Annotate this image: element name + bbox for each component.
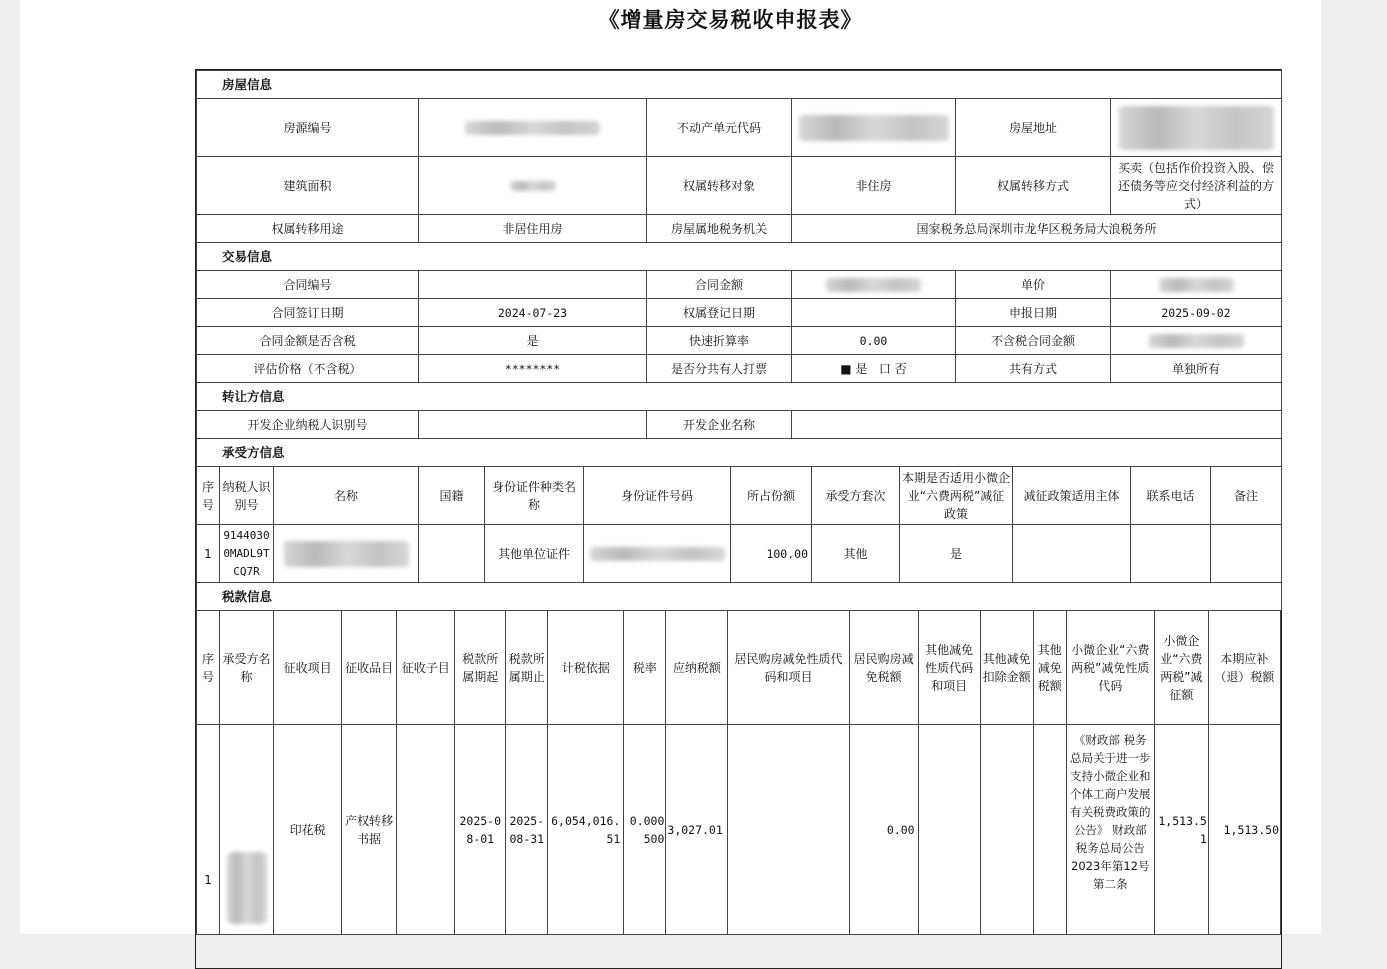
tax-payable: 3,027.01 [666, 725, 728, 935]
tax-header-other-relief: 其他减免税额 [1033, 611, 1066, 725]
excl-amount-value [1111, 327, 1282, 355]
declare-date-value: 2025-09-02 [1111, 299, 1282, 327]
transferee-relief-subject [1013, 525, 1131, 583]
transferee-header-seq: 序号 [197, 467, 220, 525]
transferee-share: 100.00 [731, 525, 812, 583]
source-no-value [419, 99, 647, 157]
transferee-header-relief-subject: 减征政策适用主体 [1013, 467, 1131, 525]
tax-header-rate: 税率 [624, 611, 666, 725]
tax-subitem: 产权转移书据 [342, 725, 397, 935]
tax-header-subitem: 征收品目 [342, 611, 397, 725]
tax-header-item: 征收项目 [274, 611, 342, 725]
sign-date-value: 2024-07-23 [419, 299, 647, 327]
section-tax-info: 税款信息 [197, 583, 1282, 611]
transfer-method-label: 权属转移方式 [956, 157, 1111, 215]
transferee-header-small-micro: 本期是否适用小微企业“六费两税”减征政策 [900, 467, 1013, 525]
tax-included-label: 合同金额是否含税 [197, 327, 419, 355]
transfer-object-label: 权属转移对象 [647, 157, 792, 215]
tax-header-small-micro-amount: 小微企业“六费两税”减征额 [1154, 611, 1208, 725]
transferee-remark [1211, 525, 1282, 583]
tax-item: 印花税 [274, 725, 342, 935]
tax-header-resident-relief: 居民购房减免税额 [849, 611, 918, 725]
tax-seq: 1 [197, 725, 220, 935]
split-options [792, 355, 956, 383]
tax-transferee-name [220, 725, 274, 935]
house-trade-table [196, 70, 1282, 467]
tax-rate: 0.000500 [624, 725, 666, 935]
register-date-value [792, 299, 956, 327]
excl-amount-label: 不含税合同金额 [956, 327, 1111, 355]
section-trade-info: 交易信息 [197, 243, 1282, 271]
transferee-id-type: 其他单位证件 [485, 525, 584, 583]
register-date-label: 权属登记日期 [647, 299, 792, 327]
transferee-header-remark: 备注 [1211, 467, 1282, 525]
transferee-id-no [584, 525, 731, 583]
tax-small-micro-code: 《财政部 税务总局关于进一步支持小微企业和个体工商户发展有关税费政策的公告》 财政部 税务总局公告2023年第12号 第二条 [1066, 725, 1154, 935]
tax-header-transferee: 承受方名称 [220, 611, 274, 725]
discount-rate-value: 0.00 [792, 327, 956, 355]
discount-rate-label: 快速折算率 [647, 327, 792, 355]
address-value [1111, 99, 1282, 157]
transfer-use-label: 权属转移用途 [197, 215, 419, 243]
tax-header-due: 本期应补（退）税额 [1208, 611, 1280, 725]
tax-other-deduct [980, 725, 1033, 935]
share-method-value: 单独所有 [1111, 355, 1282, 383]
split-no-checkbox: 口 否 [878, 361, 907, 376]
transferee-header-nationality: 国籍 [419, 467, 485, 525]
unit-price-value [1111, 271, 1282, 299]
sign-date-label: 合同签订日期 [197, 299, 419, 327]
transfer-object-value: 非住房 [792, 157, 956, 215]
transferee-small-micro: 是 [900, 525, 1013, 583]
transferor-name-value [792, 411, 1282, 439]
transferee-header-name: 名称 [274, 467, 419, 525]
tax-header-period-end: 税款所属期止 [506, 611, 548, 725]
unit-price-label: 单价 [956, 271, 1111, 299]
transferee-header-share: 所占份额 [731, 467, 812, 525]
document-page [20, 0, 1321, 934]
transferee-times: 其他 [812, 525, 900, 583]
contract-no-label: 合同编号 [197, 271, 419, 299]
tax-included-value: 是 [419, 327, 647, 355]
split-label: 是否分共有人打票 [647, 355, 792, 383]
transferee-header-times: 承受方套次 [812, 467, 900, 525]
section-transferor-info: 转让方信息 [197, 383, 1282, 411]
contract-amount-label: 合同金额 [647, 271, 792, 299]
transferor-name-label: 开发企业名称 [647, 411, 792, 439]
tax-header-resident-code: 居民购房减免性质代码和项目 [728, 611, 849, 725]
transferee-seq: 1 [197, 525, 220, 583]
tax-due: 1,513.50 [1208, 725, 1280, 935]
transferee-table [196, 466, 1282, 611]
transferee-taxid: 91440300MADL9TCQ7R [220, 525, 274, 583]
split-yes-checkbox: ■ 是 [840, 361, 868, 376]
transferee-header-id-no: 身份证件号码 [584, 467, 731, 525]
transferee-header-taxid: 纳税人识别号 [220, 467, 274, 525]
tax-subcategory [397, 725, 455, 935]
transfer-use-value: 非居住用房 [419, 215, 647, 243]
transferee-header-id-type: 身份证件种类名称 [485, 467, 584, 525]
area-label: 建筑面积 [197, 157, 419, 215]
section-house-info: 房屋信息 [197, 71, 1282, 99]
transferor-taxid-label: 开发企业纳税人识别号 [197, 411, 419, 439]
tax-resident-relief: 0.00 [849, 725, 918, 935]
address-label: 房屋地址 [956, 99, 1111, 157]
transferee-header-phone: 联系电话 [1131, 467, 1211, 525]
tax-header-other-code: 其他减免性质代码和项目 [918, 611, 980, 725]
form-title: 《增量房交易税收申报表》 [598, 7, 863, 32]
tax-header-small-micro-code: 小微企业“六费两税”减免性质代码 [1066, 611, 1154, 725]
assess-value: ******** [419, 355, 647, 383]
tax-office-label: 房屋属地税务机关 [647, 215, 792, 243]
transferor-taxid-value [419, 411, 647, 439]
tax-period-start: 2025-08-01 [455, 725, 506, 935]
transferee-phone [1131, 525, 1211, 583]
transfer-method-value: 买卖（包括作价投资入股、偿还债务等应交付经济利益的方式） [1111, 157, 1282, 215]
tax-other-relief [1033, 725, 1066, 935]
tax-header-subcategory: 征收子目 [397, 611, 455, 725]
tax-table [196, 610, 1281, 935]
table-row [197, 725, 1281, 935]
tax-other-code [918, 725, 980, 935]
assess-label: 评估价格（不含税） [197, 355, 419, 383]
declare-date-label: 申报日期 [956, 299, 1111, 327]
tax-header-basis: 计税依据 [548, 611, 624, 725]
contract-amount-value [792, 271, 956, 299]
tax-resident-code [728, 725, 849, 935]
unit-code-value [792, 99, 956, 157]
source-no-label: 房源编号 [197, 99, 419, 157]
tax-header-period-start: 税款所属期起 [455, 611, 506, 725]
area-value [419, 157, 647, 215]
transferee-name [274, 525, 419, 583]
contract-no-value [419, 271, 647, 299]
share-method-label: 共有方式 [956, 355, 1111, 383]
declaration-form [195, 69, 1282, 969]
section-transferee-info: 承受方信息 [197, 439, 1282, 467]
tax-office-value: 国家税务总局深圳市龙华区税务局大浪税务所 [792, 215, 1282, 243]
transferee-nationality [419, 525, 485, 583]
tax-header-payable: 应纳税额 [666, 611, 728, 725]
tax-basis: 6,054,016.51 [548, 725, 624, 935]
unit-code-label: 不动产单元代码 [647, 99, 792, 157]
table-row [197, 525, 1282, 583]
tax-header-seq: 序号 [197, 611, 220, 725]
tax-small-micro-amount: 1,513.51 [1154, 725, 1208, 935]
tax-header-other-deduct: 其他减免扣除金额 [980, 611, 1033, 725]
tax-period-end: 2025-08-31 [506, 725, 548, 935]
